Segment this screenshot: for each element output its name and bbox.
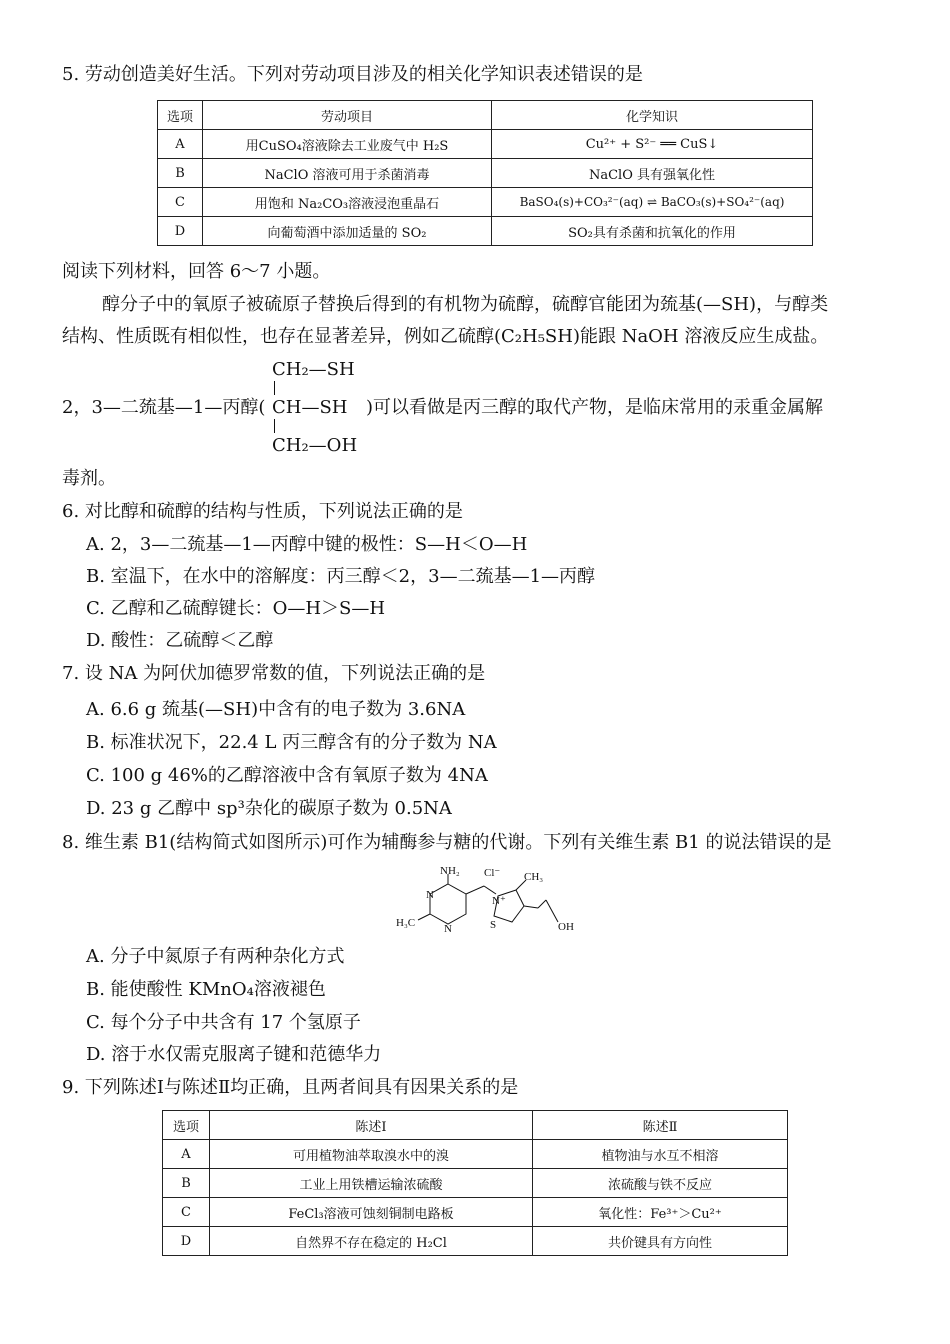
q8-option-d: D. 溶于水仅需克服离子键和范德华力 [86,1044,382,1065]
cell: D [163,1227,210,1256]
cell: 共价键具有方向性 [533,1227,788,1256]
table-row [163,1198,788,1227]
label-nh2: NH₂ [440,865,460,877]
cell: 植物油与水互不相溶 [533,1140,788,1169]
header-labor: 劳动项目 [203,101,492,130]
header-statement-1: 陈述Ⅰ [210,1111,533,1140]
header-statement-2: 陈述Ⅱ [533,1111,788,1140]
table-row [163,1169,788,1198]
label-s: S [490,919,497,931]
header-chem: 化学知识 [492,101,813,130]
struct-top: CH₂—SH [272,359,355,380]
q7-option-a: A. 6.6 g 巯基(—SH)中含有的电子数为 3.6NA [86,699,466,720]
q6-option-a: A. 2，3—二巯基—1—丙醇中键的极性：S—H＜O—H [86,534,528,555]
vitamin-b1-structure [392,862,592,940]
header-option: 选项 [163,1111,210,1140]
cell: 氧化性：Fe³⁺＞Cu²⁺ [533,1198,788,1227]
q6-option-b: B. 室温下，在水中的溶解度：丙三醇＜2，3—二巯基—1—丙醇 [86,566,596,587]
table-row [158,217,813,246]
cell: NaClO 具有强氧化性 [492,159,813,188]
q6-stem: 6. 对比醇和硫醇的结构与性质，下列说法正确的是 [62,501,463,522]
cell: BaSO₄(s)+CO₃²⁻(aq) ⇌ BaCO₃(s)+SO₄²⁻(aq) [492,188,813,217]
cell: A [163,1140,210,1169]
q7-stem: 7. 设 NA 为阿伏加德罗常数的值，下列说法正确的是 [62,663,486,684]
struct-mid: CH—SH [272,397,348,418]
table-header-row [158,101,813,130]
cell: 工业上用铁槽运输浓硫酸 [210,1169,533,1198]
reading-p3: 毒剂。 [62,468,116,489]
table-row [163,1227,788,1256]
cell: 浓硫酸与铁不反应 [533,1169,788,1198]
q8-option-b: B. 能使酸性 KMnO₄溶液褪色 [86,979,326,1000]
q7-option-b: B. 标准状况下，22.4 L 丙三醇含有的分子数为 NA [86,732,497,753]
q8-option-a: A. 分子中氮原子有两种杂化方式 [86,946,345,967]
reading-intro: 阅读下列材料，回答 6～7 小题。 [62,261,331,282]
reading-p1b: 结构、性质既有相似性，也存在显著差异，例如乙硫醇(C₂H₅SH)能跟 NaOH 溶液反应生成盐。 [62,326,829,347]
table-row [158,130,813,159]
q8-option-c: C. 每个分子中共含有 17 个氢原子 [86,1012,361,1033]
table-row [158,159,813,188]
bond-line [274,381,275,395]
header-option: 选项 [158,101,203,130]
cell: D [158,217,203,246]
cell: 向葡萄酒中添加适量的 SO₂ [203,217,492,246]
cell: SO₂具有杀菌和抗氧化的作用 [492,217,813,246]
cell: B [158,159,203,188]
cell: 可用植物油萃取溴水中的溴 [210,1140,533,1169]
label-cl: Cl⁻ [484,867,501,879]
reading-p1a: 醇分子中的氧原子被硫原子替换后得到的有机物为硫醇，硫醇官能团为巯基(—SH)，与醇类 [102,294,829,315]
q5-stem: 5. 劳动创造美好生活。下列对劳动项目涉及的相关化学知识表述错误的是 [62,64,643,85]
cell: NaClO 溶液可用于杀菌消毒 [203,159,492,188]
cell: 自然界不存在稳定的 H₂Cl [210,1227,533,1256]
q7-option-d: D. 23 g 乙醇中 sp³杂化的碳原子数为 0.5NA [86,798,452,819]
bond-line [274,419,275,433]
table-row [163,1140,788,1169]
cell: 用饱和 Na₂CO₃溶液浸泡重晶石 [203,188,492,217]
cell: FeCl₃溶液可蚀刻铜制电路板 [210,1198,533,1227]
q8-stem: 8. 维生素 B1(结构简式如图所示)可作为辅酶参与糖的代谢。下列有关维生素 B1 的说法错误的是 [62,832,832,853]
label-oh: OH [558,921,574,933]
table-header-row [163,1111,788,1140]
label-n2: N [444,923,452,935]
label-ch3: CH₃ [524,871,544,883]
cell: C [163,1198,210,1227]
q6-option-c: C. 乙醇和乙硫醇键长：O—H＞S—H [86,598,386,619]
label-h3c: H₃C [396,917,416,929]
cell: C [158,188,203,217]
cell: 用CuSO₄溶液除去工业废气中 H₂S [203,130,492,159]
cell: A [158,130,203,159]
q9-stem: 9. 下列陈述Ⅰ与陈述Ⅱ均正确，且两者间具有因果关系的是 [62,1077,519,1098]
table-row [158,188,813,217]
label-n1: N [426,889,434,901]
cell: Cu²⁺ + S²⁻ ══ CuS↓ [492,130,813,159]
q5-table [157,100,813,246]
reading-p2-prefix: 2，3—二巯基—1—丙醇( [62,397,266,418]
cell: B [163,1169,210,1198]
q9-table [162,1110,788,1256]
label-n-plus: N⁺ [492,895,506,907]
q6-option-d: D. 酸性：乙硫醇＜乙醇 [86,630,274,651]
reading-p2-suffix: )可以看做是丙三醇的取代产物，是临床常用的汞重金属解 [366,397,824,418]
q7-option-c: C. 100 g 46%的乙醇溶液中含有氧原子数为 4NA [86,765,488,786]
struct-formula [272,357,357,459]
struct-bot: CH₂—OH [272,435,358,456]
